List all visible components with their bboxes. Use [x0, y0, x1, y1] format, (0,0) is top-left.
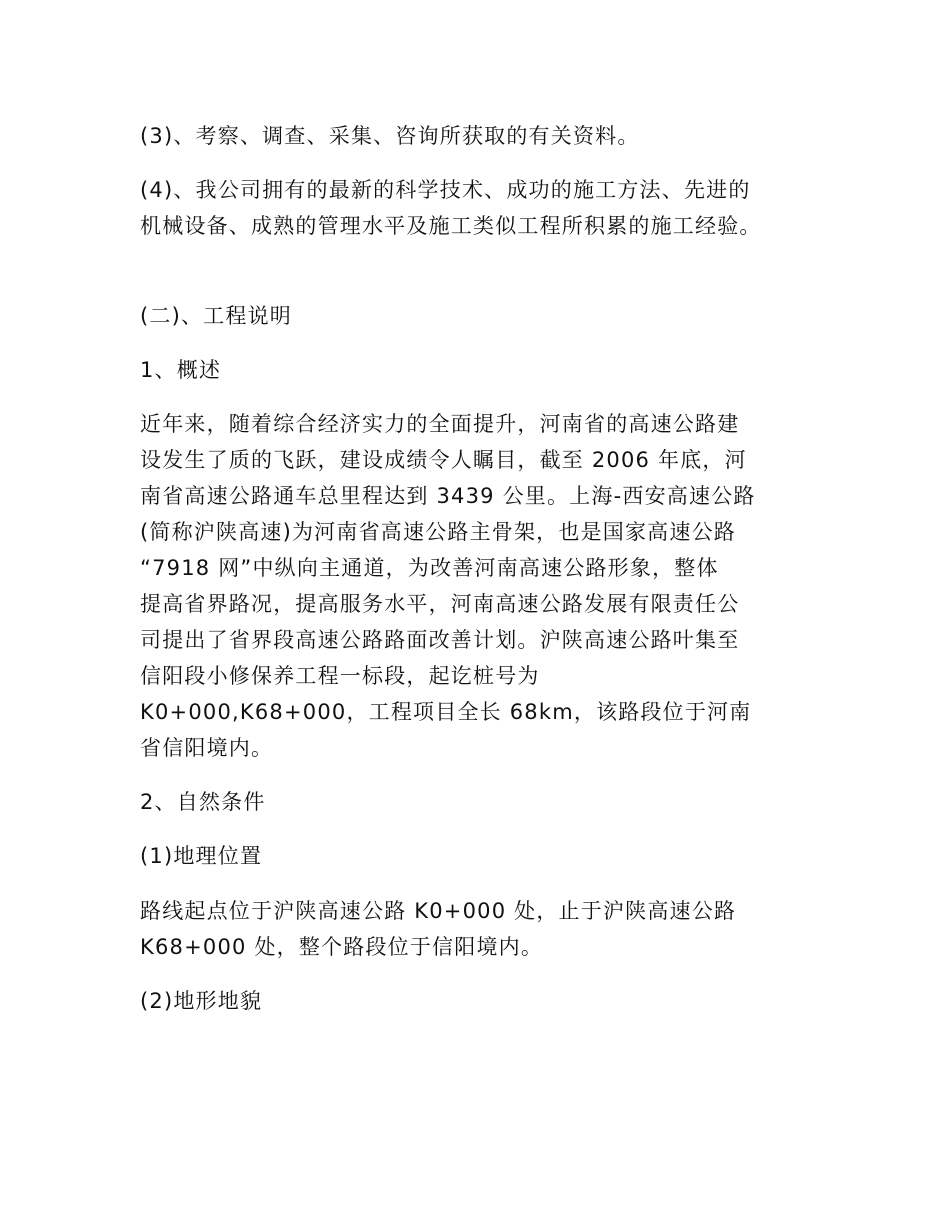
subheading-overview	[140, 352, 812, 388]
text-line: 省信阳境内。	[140, 736, 274, 760]
text-line: “7918 网”中纵向主通道，为改善河南高速公路形象，整体	[140, 556, 719, 580]
text-line: 提高省界路况，提高服务水平，河南高速公路发展有限责任公	[140, 592, 740, 616]
subheading-natural-conditions	[140, 784, 812, 820]
text-line: 信阳段小修保养工程一标段，起讫桩号为	[140, 664, 540, 688]
text-line: (3)、考察、调查、采集、咨询所获取的有关资料。	[140, 124, 640, 148]
text-line: (二)、工程说明	[140, 304, 292, 328]
text-line: 司提出了省界段高速公路路面改善计划。沪陕高速公路叶集至	[140, 628, 740, 652]
text-line: 2、自然条件	[140, 790, 266, 814]
text-line: 路线起点位于沪陕高速公路 K0+000 处，止于沪陕高速公路	[140, 899, 737, 923]
paragraph-location-body	[140, 893, 812, 965]
text-line: 1、概述	[140, 358, 222, 382]
section-heading-engineering-description	[140, 298, 812, 334]
text-line: (4)、我公司拥有的最新的科学技术、成功的施工方法、先进的	[140, 178, 751, 202]
text-line: 南省高速公路通车总里程达到 3439 公里。上海-西安高速公路	[140, 484, 756, 508]
paragraph-source-4	[140, 172, 812, 244]
paragraph-overview-body	[140, 406, 812, 766]
text-line: 近年来，随着综合经济实力的全面提升，河南省的高速公路建	[140, 412, 740, 436]
subheading-terrain	[140, 983, 812, 1019]
text-line: (简称沪陕高速)为河南省高速公路主骨架，也是国家高速公路	[140, 520, 736, 544]
text-line: (2)地形地貌	[140, 989, 263, 1013]
subheading-geographic-location	[140, 838, 812, 874]
text-line: 设发生了质的飞跃，建设成绩令人瞩目，截至 2006 年底，河	[140, 448, 747, 472]
paragraph-source-3	[140, 118, 812, 154]
text-line: K0+000,K68+000，工程项目全长 68km，该路段位于河南	[140, 700, 752, 724]
text-line: K68+000 处，整个路段位于信阳境内。	[140, 935, 544, 959]
text-line: (1)地理位置	[140, 844, 263, 868]
text-line: 机械设备、成熟的管理水平及施工类似工程所积累的施工经验。	[140, 214, 762, 238]
